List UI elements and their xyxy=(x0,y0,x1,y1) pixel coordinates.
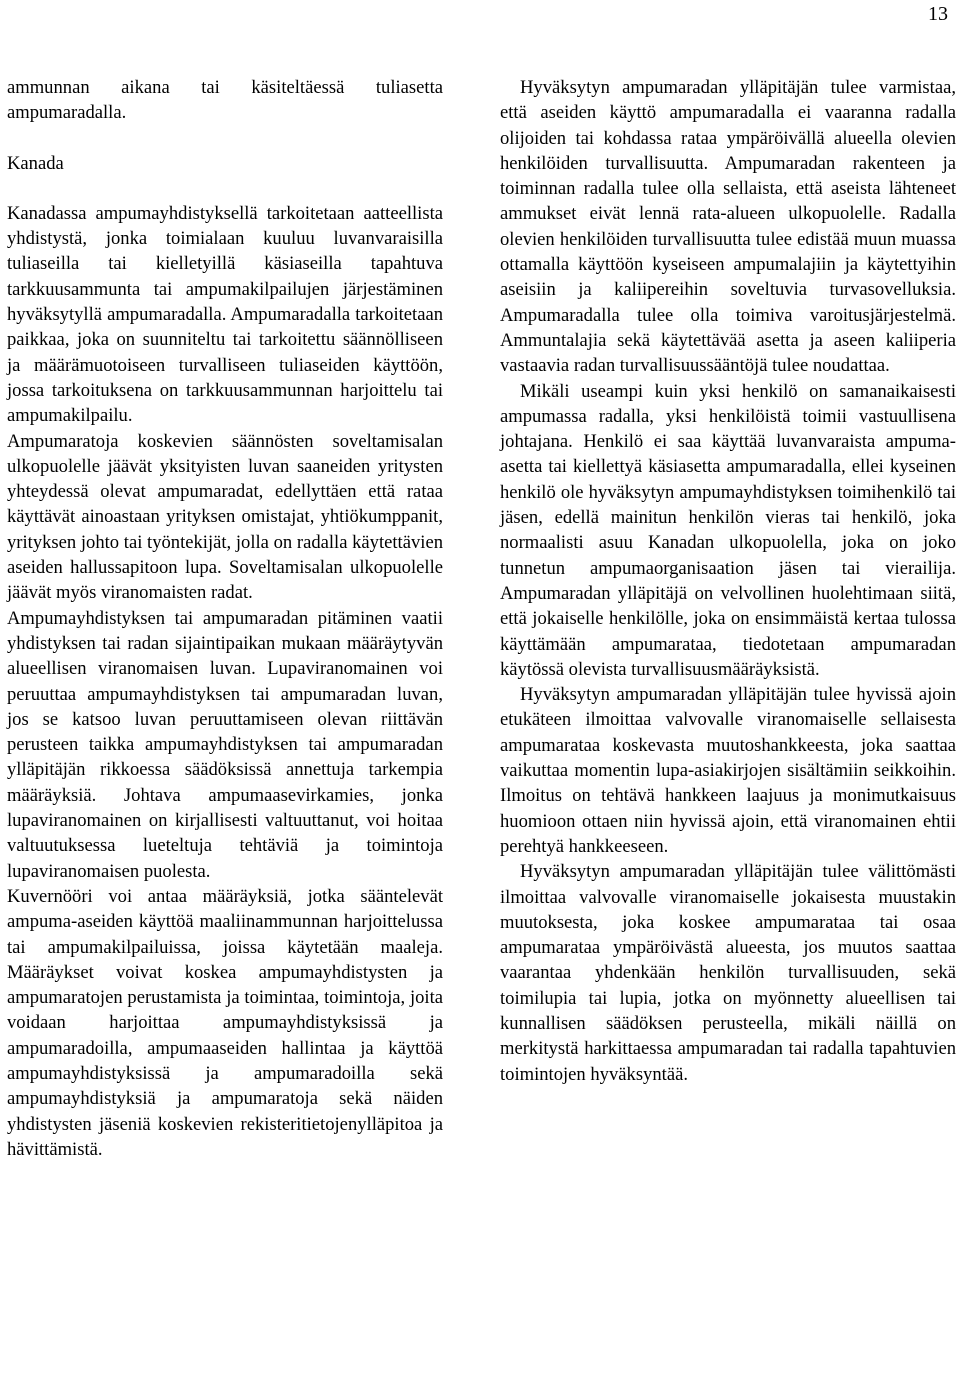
section-heading: Kanada xyxy=(7,152,64,174)
right-column xyxy=(500,75,956,1087)
paragraph: Hyväksytyn ampumaradan ylläpitäjän tulee välittömästi ilmoittaa valvovalle viranomaiselle jokaisesta muustakin muutoksesta, joka koskee ampumarataa tai osaa ampumarataa ympäröivästä alueesta, jos muutos saattaa vaarantaa yhdenkään henkilön turvallisuuden, sekä toimilupia tai lupia, jotka on myönnetty alueellisen tai kunnallisen säädöksen perusteella, mikäli näillä on merkitystä harkittaessa ampumaradan tai radalla tapahtuvien toimintojen hyväksyntää. xyxy=(500,861,956,1085)
left-column xyxy=(7,75,443,1162)
paragraph: Hyväksytyn ampumaradan ylläpitäjän tulee hyvissä ajoin etukäteen ilmoittaa valvovalle viranomaiselle sellaisesta ampumarataa koskevasta muutoshankkeesta, joka saattaa vaikuttaa momentin lupa-asiakirjojen sisältämiin seikkoihin. Ilmoitus on tehtävä hankkeen laajuus ja monimutkaisuus huomioon ottaen niin hyvissä ajoin, että viranomainen ehtii perehtyä hankkeeseen. xyxy=(500,684,956,857)
paragraph: Hyväksytyn ampumaradan ylläpitäjän tulee varmistaa, että aseiden käyttö ampumaradalla ei vaaranna radalla olijoiden tai kohdassa rataa ympäröivällä alueella olevien henkilöiden turvallisuutta. Ampumaradan rakenteen ja toiminnan radalla tulee olla sellaista, että aseista lähteneet ammukset eivät lennä rata-alueen ulkopuolelle. Radalla olevien henkilöiden turvallisuutta tulee edistää muun muassa ottamalla käyttöön kyseiseen ampumalajiin ja käytettyihin aseisiin ja kaliipereihin soveltuvia turvasovelluksia. Ampumaradalla tulee olla toimiva varoitusjärjestelmä. Ammuntalajia sekä käytettävää asetta ja aseen kaliiperia vastaavia radan turvallisuussääntöjä tulee noudattaa. xyxy=(500,77,956,377)
paragraph: ammunnan aikana tai käsiteltäessä tuliasetta ampumaradalla. xyxy=(7,77,443,124)
paragraph: Ampumayhdistyksen tai ampumaradan pitäminen vaatii yhdistyksen tai radan sijaintipaikan mukaan määräytyvän alueellisen viranomaisen luvan. Lupaviranomainen voi peruuttaa ampumayhdistyksen tai ampumaradan luvan, jos se katsoo luvan peruuttamiseen olevan riittävän perusteen taikka ampumayhdistyksen tai ampumaradan ylläpitäjän rikkoessa säädöksissä annettuja tarkempia määräyksiä. Johtava ampumaasevirkamies, jonka lupaviranomainen on kirjallisesti valtuuttanut, voi hoitaa valtuutuksessa lueteltuja tehtäviä ja toimintoja lupaviranomaisen puolesta. xyxy=(7,607,443,882)
paragraph: Mikäli useampi kuin yksi henkilö on samanaikaisesti ampumassa radalla, yksi henkilöistä toimii vastuullisena johtajana. Henkilö ei saa käyttää luvanvaraista ampuma-asetta tai kiellettyä käsiasetta ampumaradalla, ellei kyseinen henkilö ole hyväksytyn ampumayhdistyksen toimihenkilö tai jäsen, edellä mainitun henkilön vieras tai henkilö, joka normaalisti asuu Kanadan ulkopuolella, joka on joko tunnetun ampumaorganisaation jäsen tai vierailija. Ampumaradan ylläpitäjä on velvollinen huolehtimaan siitä, että jokaiselle henkilölle, joka on ensimmäistä kertaa tulossa käyttämään ampumarataa, tiedotetaan ampumaradan käytössä olevista turvallisuusmääräyksistä. xyxy=(500,380,956,680)
paragraph: Ampumaratoja koskevien säännösten soveltamisalan ulkopuolelle jäävät yksityisten luvan saaneiden yritysten yhteydessä olevat ampumaradat, edellyttäen että rataa käyttävät ainoastaan yrityksen omistajat, yhtiökumppanit, yrityksen johto tai työntekijät, jolla on radalla käytettävien aseiden hallussapitoon lupa. Soveltamisalan ulkopuolelle jäävät myös viranomaisten radat. xyxy=(7,430,443,604)
page-number: 13 xyxy=(928,3,948,25)
paragraph: Kanadassa ampumayhdistyksellä tarkoitetaan aatteellista yhdistystä, jonka toimialaan kuuluu luvanvaraisilla tuliaseilla tai kielletyillä käsiaseilla tapahtuva tarkkuusammunta tai ampumakilpailujen järjestäminen hyväksytyllä ampumaradalla. Ampumaradalla tarkoitetaan paikkaa, joka on suunniteltu tai tarkoitettu säännölliseen ja määrämuotoiseen turvalliseen tuliaseiden käyttöön, jossa tarkoituksena on tarkkuusammunnan harjoittelu tai ampumakilpailu. xyxy=(7,202,443,427)
paragraph: Kuvernööri voi antaa määräyksiä, jotka sääntelevät ampuma-aseiden käyttöä maaliinammunnan harjoittelussa tai ampumakilpailuissa, joissa käytetään maaleja. Määräykset voivat koskea ampumayhdistysten ja ampumaratojen perustamista ja toimintaa, toimintoja, joita voidaan harjoittaa ampumayhdistyksissä ja ampumaradoilla, ampumaaseiden hallintaa ja käyttöä ampumayhdistyksissä ja ampumaradoilla sekä ampumayhdistyksiä ja ampumaratoja sekä näiden yhdistysten jäseniä koskevien rekisteritietojenylläpitoa ja hävittämistä. xyxy=(7,885,443,1160)
